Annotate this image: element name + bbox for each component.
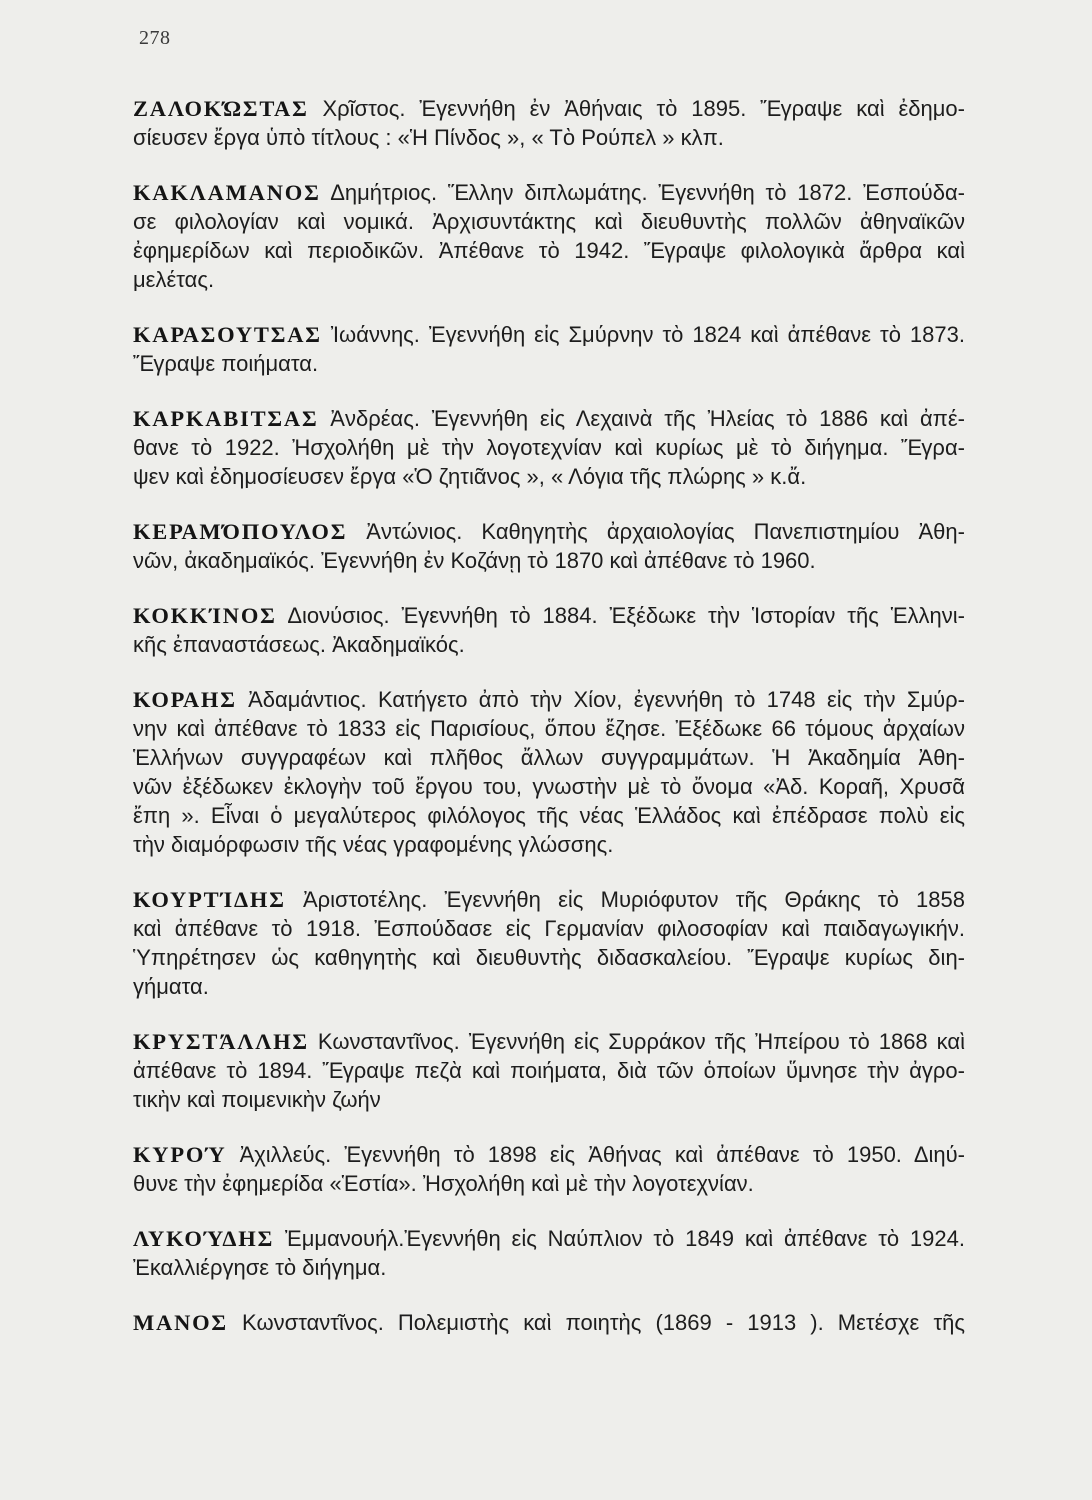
entry-line-text [133,885,965,914]
entry-line [133,630,965,659]
entry-text: Ἔγραψε ποιήματα. [133,351,319,376]
entry-line-text [133,1027,965,1056]
entry-text: θανε τὸ 1922. Ἠσχολήθη μὲ τὴν λογοτεχνίαν καὶ κυρίως μὲ τὸ διήγημα. Ἔγρα- [133,435,965,460]
entry-kourtidis [133,885,965,1001]
entry-line [133,801,965,830]
entry-line-text [133,94,965,123]
entry-text: Κωνσταντῖνος. Ἐγεννήθη εἰς Συρράκον τῆς Ἠπείρου τὸ 1868 καὶ [317,1029,965,1054]
entry-text: σίευσεν ἔργα ὑπὸ τίτλους : «Ἡ Πίνδος », « Τὸ Ρούπελ » κλπ. [133,125,724,150]
entry-line [133,1027,965,1056]
entry-line [133,1253,965,1282]
entry-text: θυνε τὴν ἐφημερίδα «Ἑστία». Ἠσχολήθη καὶ μὲ τὴν λογοτεχνίαν. [133,1171,754,1196]
entry-text: νῶν, ἀκαδημαϊκός. Ἐγεννήθη ἐν Κοζάνῃ τὸ 1870 καὶ ἀπέθανε τὸ 1960. [133,548,816,573]
entry-text: Ἐκαλλιέργησε τὸ διήγημα. [133,1255,387,1280]
entry-text: ψεν καὶ ἐδημοσίευσεν ἔργα «Ὁ ζητιᾶνος », « Λόγια τῆς πλώρης » κ.ἄ. [133,464,807,489]
entry-lykoudis [133,1224,965,1282]
entry-korais [133,685,965,859]
entry-kokkinos [133,601,965,659]
entry-line [133,1085,965,1114]
entry-text: ἀπέθανε τὸ 1894. Ἔγραψε πεζὰ καὶ ποιήματα, διὰ τῶν ὁποίων ὕμνησε τὴν ἀγρο- [133,1058,965,1083]
entry-line [133,546,965,575]
entry-text: σε φιλολογίαν καὶ νομικά. Ἀρχισυντάκτης καὶ διευθυντὴς πολλῶν ἀθηναϊκῶν [133,209,965,234]
entry-text: Ἀδαμάντιος. Κατήγετο ἀπὸ τὴν Χίον, ἐγεννήθη τὸ 1748 εἰς τὴν Σμύρ- [248,687,965,712]
entry-text: Ἀνδρέας. Ἐγεννήθη εἰς Λεχαινὰ τῆς Ἠλείας τὸ 1886 καὶ ἀπέ- [330,406,965,431]
entry-headword: ΚΟΡΑΗΣ [133,687,237,712]
entry-headword: ΚΡΥΣΤΆΛΛΗΣ [133,1029,309,1054]
entry-line [133,830,965,859]
entry-text: νῶν ἐξέδωκεν ἐκλογὴν τοῦ ἔργου του, γνωστὴν μὲ τὸ ὄνομα «Ἀδ. Κοραῆ, Χρυσᾶ [133,774,965,799]
entry-line [133,178,965,207]
entry-line [133,1308,965,1337]
entry-line [133,123,965,152]
entry-line-text [133,685,965,714]
entry-line [133,320,965,349]
entry-line [133,943,965,972]
entry-line [133,685,965,714]
entry-text: κῆς ἐπαναστάσεως. Ἀκαδημαϊκός. [133,632,465,657]
entry-line-text [133,1224,965,1253]
entry-text: Δημήτριος. Ἕλλην διπλωμάτης. Ἐγεννήθη τὸ 1872. Ἐσπούδα- [330,180,965,205]
entry-kyrou [133,1140,965,1198]
entry-text: ἔπη ». Εἶναι ὁ μεγαλύτερος φιλόλογος τῆς νέας Ἑλλάδος καὶ ἐπέδρασε πολὺ εἰς [133,803,965,828]
entry-text: Ἀχιλλεύς. Ἐγεννήθη τὸ 1898 εἰς Ἀθήνας καὶ ἀπέθανε τὸ 1950. Διηύ- [239,1142,965,1167]
entry-text: ἐφημερίδων καὶ περιοδικῶν. Ἀπέθανε τὸ 1942. Ἔγραψε φιλολογικὰ ἄρθρα καὶ [133,238,965,263]
entry-line-text [133,178,965,207]
entry-headword: ΚΟΚΚΊΝΟΣ [133,603,277,628]
entry-headword: ΚΕΡΑΜΌΠΟΥΛΟΣ [133,519,348,544]
entry-text: Ἰωάννης. Ἐγεννήθη εἰς Σμύρνην τὸ 1824 καὶ ἀπέθανε τὸ 1873. [330,322,965,347]
entry-line [133,714,965,743]
entry-line [133,1224,965,1253]
entry-text: γήματα. [133,974,209,999]
entry-text: Ἑλλήνων συγγραφέων καὶ πλῆθος ἄλλων συγγραμμάτων. Ἡ Ἀκαδημία Ἀθη- [133,745,965,770]
entry-headword: ΚΑΡΑΣΟΥΤΣΑΣ [133,322,322,347]
entry-line [133,207,965,236]
entry-line-text [133,320,965,349]
entry-line-text [133,1140,965,1169]
entry-text: νην καὶ ἀπέθανε τὸ 1833 εἰς Παρισίους, ὅπου ἔζησε. Ἐξέδωκε 66 τόμους ἀρχαίων [133,716,965,741]
entry-text: μελέτας. [133,267,215,292]
entry-karkavitsas [133,404,965,491]
entry-line-text [133,404,965,433]
entry-text: Χρῖστος. Ἐγεννήθη ἐν Ἀθήναις τὸ 1895. Ἔγραψε καὶ ἐδημο- [322,96,965,121]
entry-kaklamanos [133,178,965,294]
entry-line [133,462,965,491]
page-number: 278 [139,27,171,49]
entry-line [133,433,965,462]
entry-text: Ἐμμανουήλ.Ἐγεννήθη εἰς Ναύπλιον τὸ 1849 καὶ ἀπέθανε τὸ 1924. [284,1226,965,1251]
entry-headword: ΛΥΚΟΎΔΗΣ [133,1226,275,1251]
entry-line [133,885,965,914]
entry-headword: ΚΑΡΚΑΒΙΤΣΑΣ [133,406,319,431]
entry-karasoutsas [133,320,965,378]
entry-headword: ΚΑΚΛΑΜΑΝΟΣ [133,180,321,205]
entry-line-text [133,601,965,630]
entry-keramopoulos [133,517,965,575]
entry-headword: ΚΥΡΟΎ [133,1142,227,1167]
entry-line [133,349,965,378]
entry-text: Ἀριστοτέλης. Ἐγεννήθη εἰς Μυριόφυτον τῆς Θράκης τὸ 1858 [302,887,965,912]
entry-line-text [133,517,965,546]
entry-text: Ἀντώνιος. Καθηγητὴς ἀρχαιολογίας Πανεπιστημίου Ἀθη- [366,519,965,544]
entry-line [133,265,965,294]
entry-line [133,94,965,123]
entry-headword: ΜΑΝΟΣ [133,1310,228,1335]
entry-line [133,236,965,265]
entry-text: τὴν διαμόρφωσιν τῆς νέας γραφομένης γλώσσης. [133,832,614,857]
entry-line [133,972,965,1001]
entry-line [133,404,965,433]
entries-list [133,94,965,1363]
entry-line [133,1056,965,1085]
entry-line [133,517,965,546]
entry-line [133,772,965,801]
entry-headword: ΖΑΛΟΚΏΣΤΑΣ [133,96,309,121]
entry-text: καὶ ἀπέθανε τὸ 1918. Ἐσπούδασε εἰς Γερμανίαν φιλοσοφίαν καὶ παιδαγωγικήν. [133,916,965,941]
entry-line [133,1169,965,1198]
entry-krystallis [133,1027,965,1114]
entry-zalokostas [133,94,965,152]
entry-line [133,601,965,630]
entry-line [133,743,965,772]
entry-line [133,914,965,943]
entry-line-text [133,1308,965,1337]
entry-text: Κωνσταντῖνος. Πολεμιστὴς καὶ ποιητὴς (1869 - 1913 ). Μετέσχε τῆς [242,1310,965,1335]
entry-manos [133,1308,965,1337]
entry-text: τικὴν καὶ ποιμενικὴν ζωήν [133,1087,381,1112]
entry-headword: ΚΟΥΡΤΊΔΗΣ [133,887,286,912]
entry-text: Διονύσιος. Ἐγεννήθη τὸ 1884. Ἐξέδωκε τὴν Ἱστορίαν τῆς Ἑλληνι- [287,603,965,628]
entry-text: Ὑπηρέτησεν ὡς καθηγητὴς καὶ διευθυντὴς διδασκαλείου. Ἔγραψε κυρίως διη- [133,945,965,970]
entry-line [133,1140,965,1169]
